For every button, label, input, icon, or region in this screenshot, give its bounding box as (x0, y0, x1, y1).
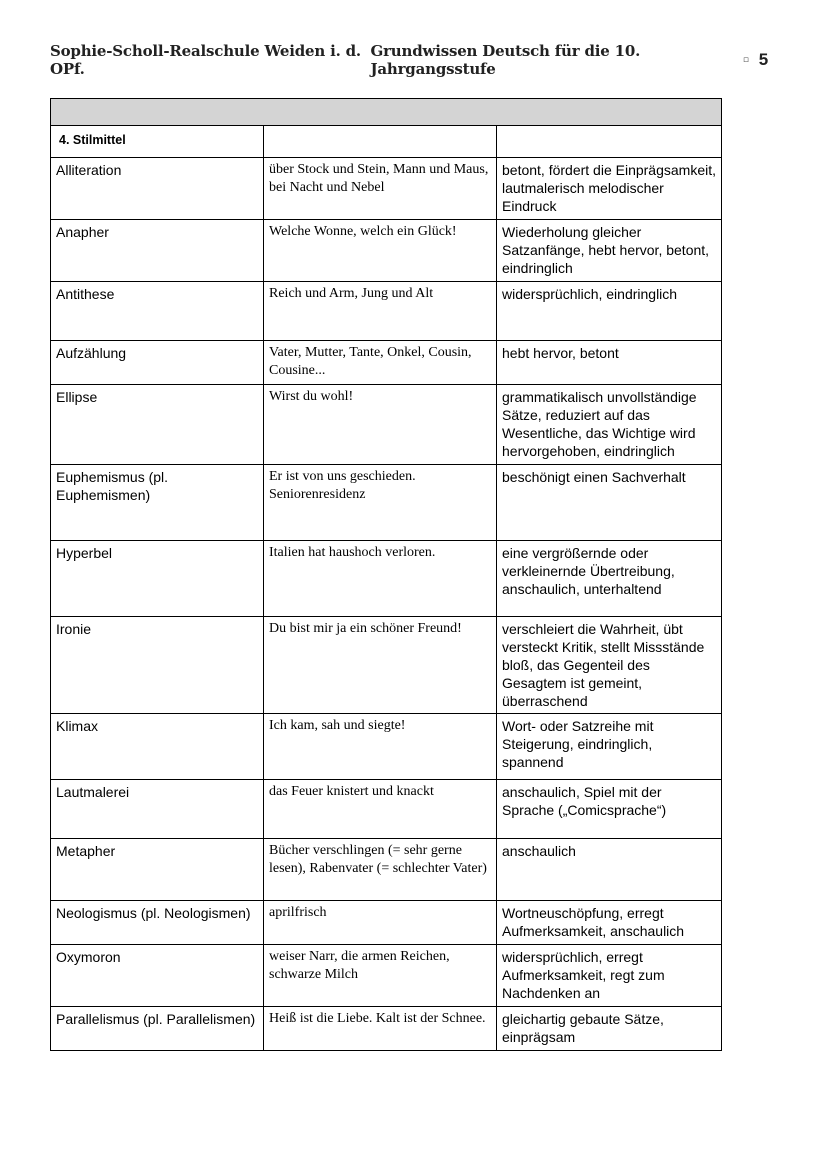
effect-cell: Wortneuschöpfung, erregt Aufmerksamkeit, anschaulich (497, 901, 722, 945)
page-header (50, 42, 768, 78)
term-cell: Alliteration (51, 158, 264, 220)
term-cell: Aufzählung (51, 341, 264, 385)
effect-cell: beschönigt einen Sachverhalt (497, 465, 722, 541)
table-row (51, 780, 722, 839)
page-number: 5 (758, 50, 768, 69)
effect-cell: Wort- oder Satzreihe mit Steigerung, eindringlich, spannend (497, 714, 722, 780)
empty-cell (264, 126, 497, 158)
table-row (51, 541, 722, 617)
effect-cell: eine vergrößernde oder verkleinernde Übertreibung, anschaulich, unterhaltend (497, 541, 722, 617)
section-row (51, 126, 722, 158)
stilmittel-table (50, 98, 722, 1051)
term-cell: Anapher (51, 220, 264, 282)
effect-cell: Wiederholung gleicher Satzanfänge, hebt hervor, betont, eindringlich (497, 220, 722, 282)
term-cell: Ellipse (51, 385, 264, 465)
term-cell: Neologismus (pl. Neologismen) (51, 901, 264, 945)
term-cell: Klimax (51, 714, 264, 780)
example-cell: Du bist mir ja ein schöner Freund! (264, 617, 497, 714)
example-cell: über Stock und Stein, Mann und Maus, bei Nacht und Nebel (264, 158, 497, 220)
term-cell: Antithese (51, 282, 264, 341)
example-cell: Heiß ist die Liebe. Kalt ist der Schnee. (264, 1007, 497, 1051)
table-row (51, 945, 722, 1007)
example-cell: Italien hat haushoch verloren. (264, 541, 497, 617)
effect-cell: grammatikalisch unvollständige Sätze, reduziert auf das Wesentliche, das Wichtige wird hervorgehoben, eindringlich (497, 385, 722, 465)
effect-cell: gleichartig gebaute Sätze, einprägsam (497, 1007, 722, 1051)
table-row (51, 282, 722, 341)
effect-cell: widersprüchlich, eindringlich (497, 282, 722, 341)
example-cell: Wirst du wohl! (264, 385, 497, 465)
table-row (51, 839, 722, 901)
example-cell: das Feuer knistert und knackt (264, 780, 497, 839)
term-cell: Euphemismus (pl. Euphemismen) (51, 465, 264, 541)
table-row (51, 901, 722, 945)
example-cell: Vater, Mutter, Tante, Onkel, Cousin, Cousine... (264, 341, 497, 385)
term-cell: Parallelismus (pl. Parallelismen) (51, 1007, 264, 1051)
table-row (51, 714, 722, 780)
table-row (51, 465, 722, 541)
term-cell: Lautmalerei (51, 780, 264, 839)
example-cell: Reich und Arm, Jung und Alt (264, 282, 497, 341)
term-cell: Metapher (51, 839, 264, 901)
example-cell: Ich kam, sah und siegte! (264, 714, 497, 780)
header-right (370, 42, 768, 78)
effect-cell: hebt hervor, betont (497, 341, 722, 385)
school-name: Sophie-Scholl-Realschule Weiden i. d. OPf. (50, 42, 361, 78)
example-cell: Welche Wonne, welch ein Glück! (264, 220, 497, 282)
table-row (51, 385, 722, 465)
effect-cell: betont, fördert die Einprägsamkeit, lautmalerisch melodischer Eindruck (497, 158, 722, 220)
table-header-bar (51, 99, 722, 126)
term-cell: Oxymoron (51, 945, 264, 1007)
effect-cell: anschaulich (497, 839, 722, 901)
example-cell: Er ist von uns geschieden. Seniorenresidenz (264, 465, 497, 541)
example-cell: Bücher verschlingen (= sehr gerne lesen), Rabenvater (= schlechter Vater) (264, 839, 497, 901)
term-cell: Ironie (51, 617, 264, 714)
table-row (51, 158, 722, 220)
table-row (51, 341, 722, 385)
gray-header-cell (51, 99, 722, 126)
effect-cell: widersprüchlich, erregt Aufmerksamkeit, regt zum Nachdenken an (497, 945, 722, 1007)
example-cell: aprilfrisch (264, 901, 497, 945)
table-row (51, 220, 722, 282)
section-title: 4. Stilmittel (51, 126, 264, 158)
term-cell: Hyperbel (51, 541, 264, 617)
effect-cell: verschleiert die Wahrheit, übt versteckt Kritik, stellt Missstände bloß, das Gegenteil des Gesagtem ist gemeint, überraschend (497, 617, 722, 714)
example-cell: weiser Narr, die armen Reichen, schwarze Milch (264, 945, 497, 1007)
empty-cell (497, 126, 722, 158)
effect-cell: anschaulich, Spiel mit der Sprache („Comicsprache“) (497, 780, 722, 839)
page-mark-icon: ▫ (742, 55, 749, 65)
table-row (51, 1007, 722, 1051)
document-title: Grundwissen Deutsch für die 10. Jahrgangsstufe (370, 42, 641, 78)
table-row (51, 617, 722, 714)
